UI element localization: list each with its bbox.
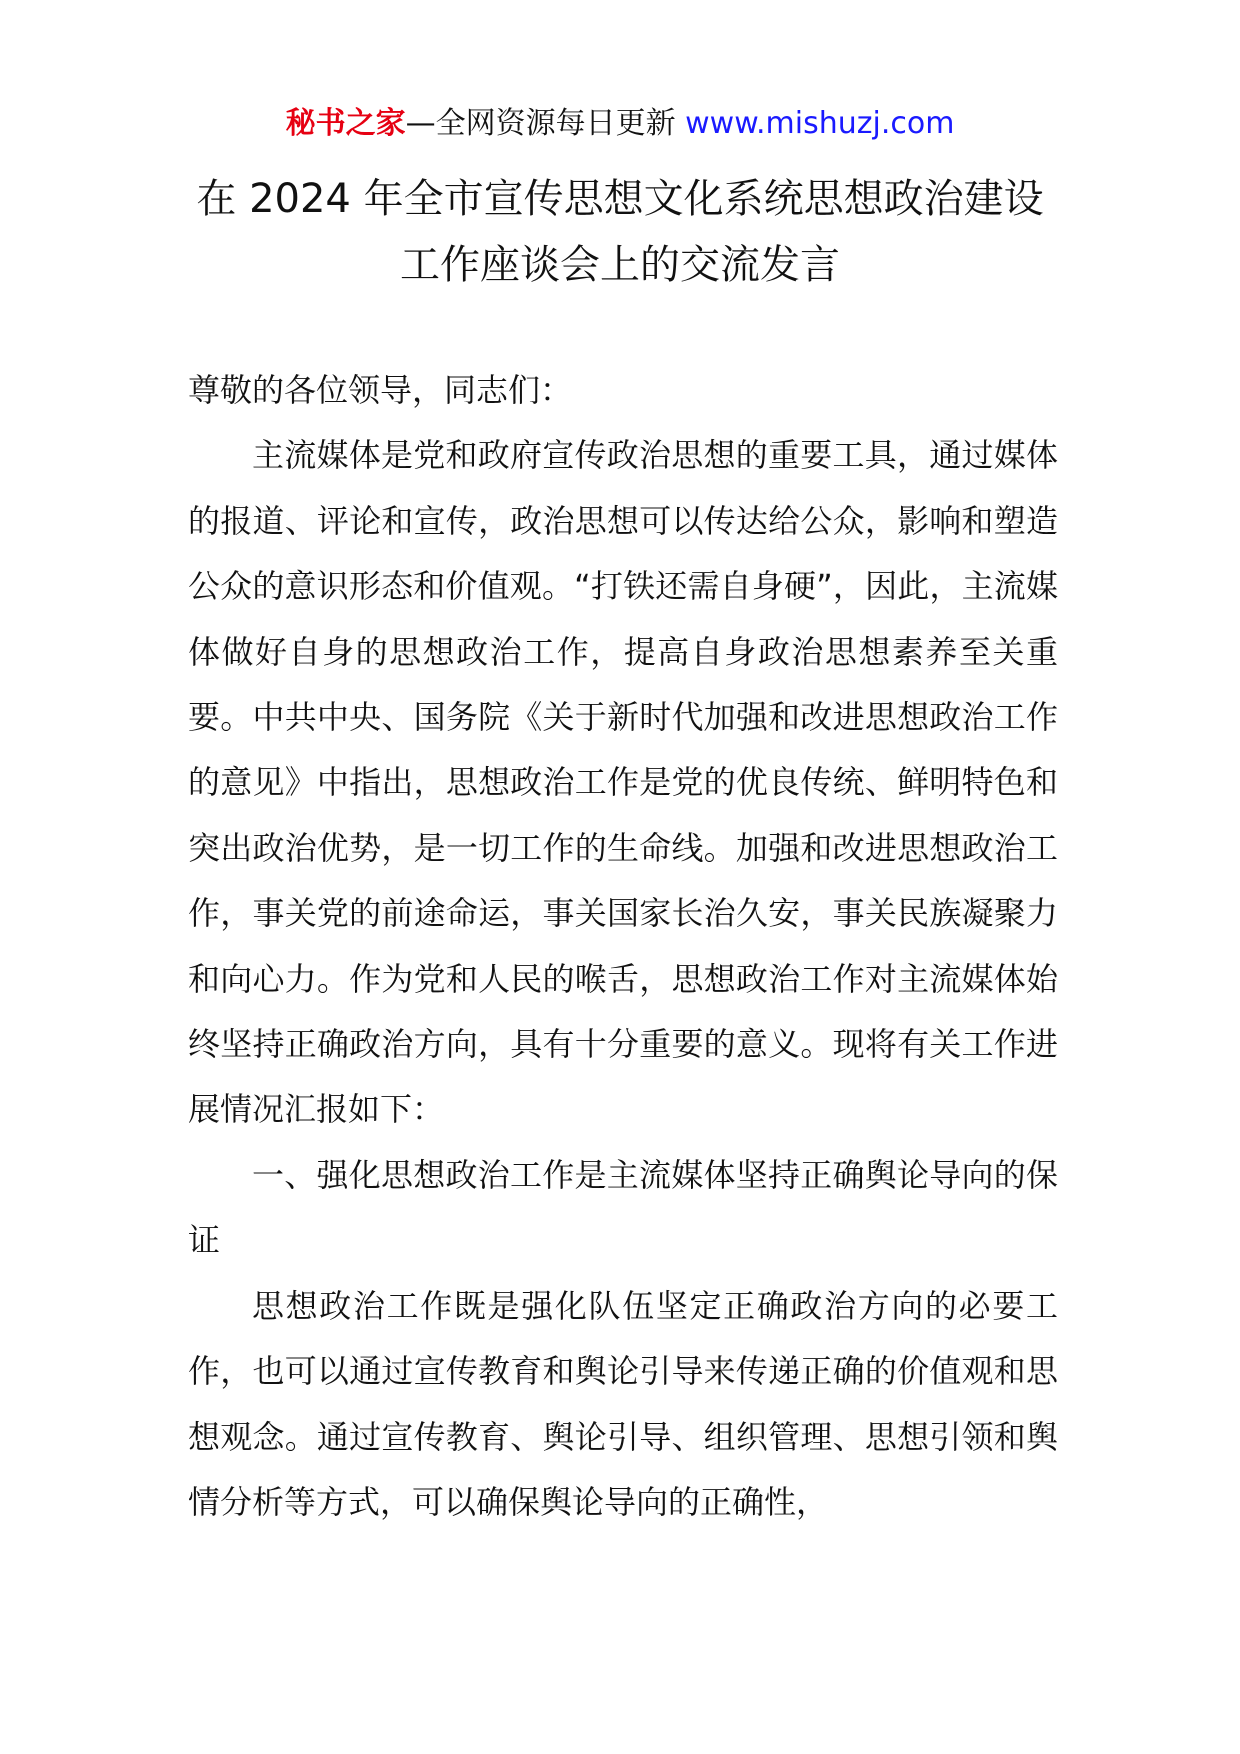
document-title — [150, 166, 1090, 298]
paragraph-section-1: 思想政治工作既是强化队伍坚定正确政治方向的必要工作，也可以通过宣传教育和舆论引导来传递正确的价值观和思想观念。通过宣传教育、舆论引导、组织管理、思想引领和舆情分析等方式，可以确保舆论导向的正确性， — [188, 1286, 1058, 1521]
site-brand: 秘书之家 — [285, 106, 406, 141]
salutation: 尊敬的各位领导，同志们： — [188, 371, 573, 409]
site-url[interactable]: www.mishuzj.com — [685, 106, 955, 141]
title-line-1: 在 2024 年全市宣传思想文化系统思想政治建设 — [196, 176, 1044, 222]
document-body — [188, 358, 1058, 1535]
title-line-2: 工作座谈会上的交流发言 — [400, 242, 840, 288]
site-header — [0, 100, 1240, 148]
section-heading-1: 一、强化思想政治工作是主流媒体坚持正确舆论导向的保证 — [188, 1155, 1058, 1260]
site-tagline: —全网资源每日更新 — [405, 106, 686, 141]
paragraph-intro: 主流媒体是党和政府宣传政治思想的重要工具，通过媒体的报道、评论和宣传，政治思想可以传达给公众，影响和塑造公众的意识形态和价值观。“打铁还需自身硬”，因此，主流媒体做好自身的思想政治工作，提高自身政治思想素养至关重要。中共中央、国务院《关于新时代加强和改进思想政治工作的意见》中指出，思想政治工作是党的优良传统、鲜明特色和突出政治优势，是一切工作的生命线。加强和改进思想政治工作，事关党的前途命运，事关国家长治久安，事关民族凝聚力和向心力。作为党和人民的喉舌，思想政治工作对主流媒体始终坚持正确政治方向，具有十分重要的意义。现将有关工作进展情况汇报如下： — [188, 436, 1058, 1129]
